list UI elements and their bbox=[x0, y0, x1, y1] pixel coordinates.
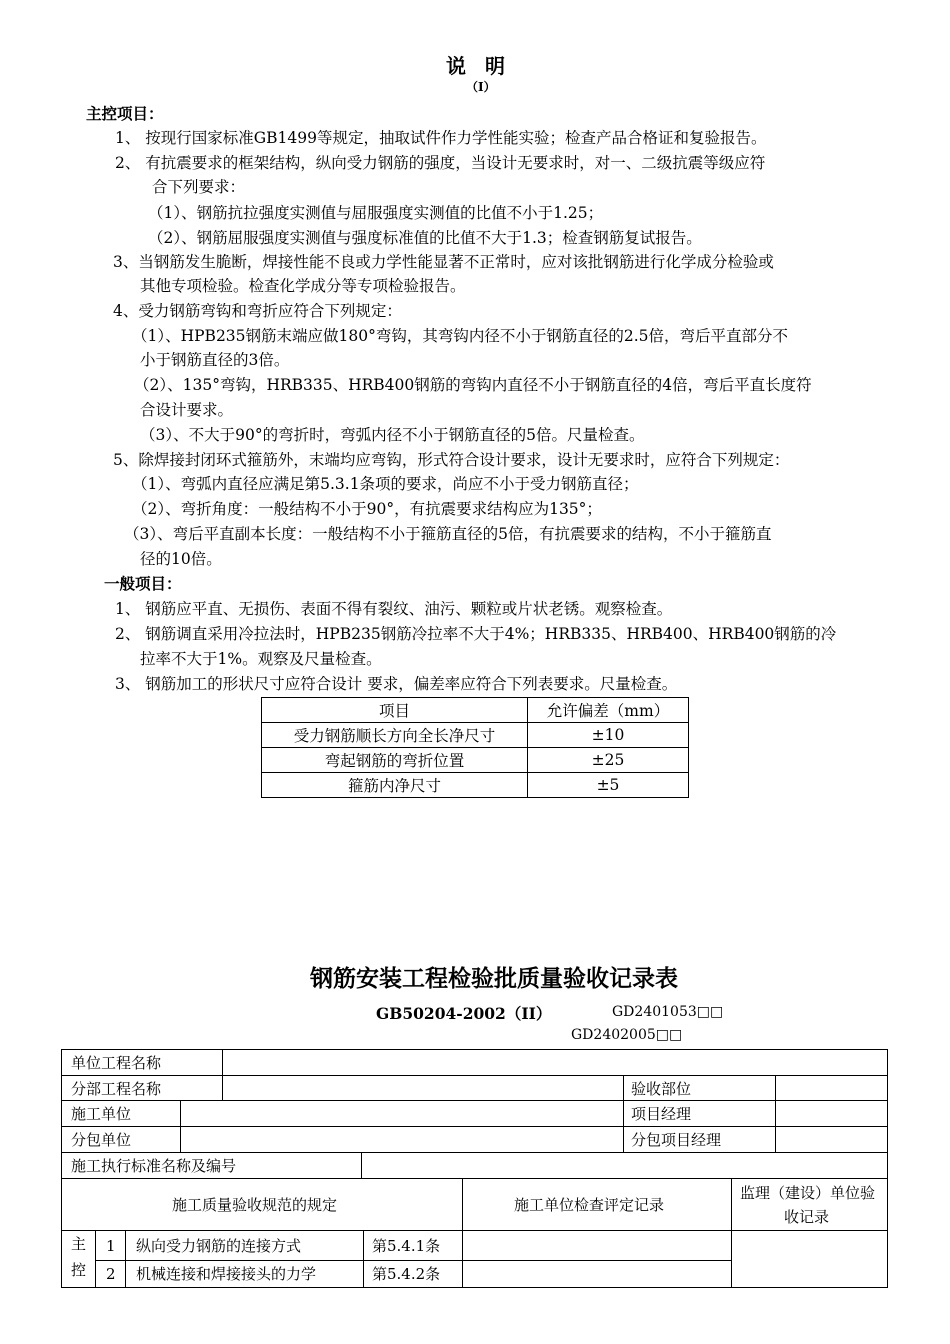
table-cell: 弯起钢筋的弯折位置 bbox=[262, 748, 528, 773]
main-control-label-2: 控 bbox=[71, 1261, 87, 1279]
label-sub-project: 分部工程名称 bbox=[71, 1080, 162, 1098]
header-check: 施工单位检查评定记录 bbox=[514, 1196, 665, 1214]
table-cell: 受力钢筋顺长方向全长净尺寸 bbox=[262, 723, 528, 748]
main-line: （3）、弯后平直副本长度：一般结构不小于箍筋直径的5倍，有抗震要求的结构，不小于箍筋直 bbox=[124, 525, 772, 543]
record-form bbox=[61, 1049, 888, 1288]
general-line: 拉率不大于1%。观察及尺量检查。 bbox=[140, 650, 382, 668]
page-subtitle: （I） bbox=[466, 80, 496, 94]
item-clause: 第5.4.1条 bbox=[372, 1237, 441, 1255]
table-row bbox=[262, 723, 689, 748]
table-cell: ±10 bbox=[528, 723, 689, 748]
label-unit-project: 单位工程名称 bbox=[71, 1054, 162, 1072]
item-desc: 机械连接和焊接接头的力学 bbox=[136, 1265, 317, 1283]
main-items-heading: 主控项目： bbox=[86, 104, 164, 123]
main-line: 3、当钢筋发生脆断，焊接性能不良或力学性能显著不正常时，应对该批钢筋进行化学成分检验或 bbox=[113, 253, 774, 271]
item-no: 1 bbox=[106, 1237, 116, 1255]
header-supervisor-line2: 收记录 bbox=[784, 1208, 830, 1226]
item-clause: 第5.4.2条 bbox=[372, 1265, 441, 1283]
main-line: 5、除焊接封闭环式箍筋外，末端均应弯钩，形式符合设计要求，设计无要求时，应符合下列规定： bbox=[113, 451, 790, 469]
deviation-table bbox=[261, 697, 689, 798]
header-supervisor-line1: 监理（建设）单位验 bbox=[740, 1184, 876, 1202]
main-line: （1）、HPB235钢筋末端应做180°弯钩，其弯钩内径不小于钢筋直径的2.5倍，弯后平直部分不 bbox=[132, 327, 789, 345]
table-cell: ±25 bbox=[528, 748, 689, 773]
main-line: 合设计要求。 bbox=[140, 401, 234, 419]
general-line: 3、 钢筋加工的形状尺寸应符合设计 要求，偏差率应符合下列表要求。尺量检查。 bbox=[115, 675, 678, 693]
main-line: 径的10倍。 bbox=[140, 550, 222, 568]
main-line: （1）、钢筋抗拉强度实测值与屈服强度实测值的比值不小于1.25； bbox=[148, 204, 604, 222]
form-code-1: GD2401053□□ bbox=[612, 1004, 724, 1020]
main-line: 其他专项检验。检查化学成分等专项检验报告。 bbox=[140, 277, 466, 295]
main-line: 1、 按现行国家标准GB1499等规定，抽取试件作力学性能实验；检查产品合格证和复验报告。 bbox=[115, 129, 767, 147]
label-project-manager: 项目经理 bbox=[631, 1105, 692, 1123]
main-line: 2、 有抗震要求的框架结构，纵向受力钢筋的强度，当设计无要求时，对一、二级抗震等级应符 bbox=[115, 154, 766, 172]
table-cell: 箍筋内净尺寸 bbox=[262, 773, 528, 798]
main-line: 合下列要求： bbox=[152, 178, 246, 196]
item-no: 2 bbox=[106, 1265, 116, 1283]
form-title: 钢筋安装工程检验批质量验收记录表 bbox=[310, 966, 678, 992]
item-desc: 纵向受力钢筋的连接方式 bbox=[136, 1237, 302, 1255]
label-standard-name: 施工执行标准名称及编号 bbox=[71, 1157, 237, 1175]
form-standard: GB50204-2002（II） bbox=[376, 1004, 552, 1023]
header-spec: 施工质量验收规范的规定 bbox=[172, 1196, 338, 1214]
label-subcontractor: 分包单位 bbox=[71, 1131, 132, 1149]
main-line: （2）、钢筋屈服强度实测值与强度标准值的比值不大于1.3；检查钢筋复试报告。 bbox=[148, 229, 702, 247]
form-code-2: GD2402005□□ bbox=[571, 1027, 683, 1043]
main-line: 小于钢筋直径的3倍。 bbox=[140, 351, 290, 369]
main-line: （1）、弯弧内直径应满足第5.3.1条项的要求，尚应不小于受力钢筋直径； bbox=[132, 475, 639, 493]
table-cell: ±5 bbox=[528, 773, 689, 798]
main-line: 4、受力钢筋弯钩和弯折应符合下列规定： bbox=[113, 302, 402, 320]
table-header: 允许偏差（mm） bbox=[528, 698, 689, 723]
page-title: 说 明 bbox=[446, 54, 511, 78]
general-line: 2、 钢筋调直采用冷拉法时，HPB235钢筋冷拉率不大于4%；HRB335、HRB400、HRB400钢筋的冷 bbox=[115, 625, 837, 643]
general-line: 1、 钢筋应平直、无损伤、表面不得有裂纹、油污、颗粒或片状老锈。观察检查。 bbox=[115, 600, 673, 618]
table-row bbox=[262, 773, 689, 798]
label-sub-project-manager: 分包项目经理 bbox=[631, 1131, 722, 1149]
table-header: 项目 bbox=[262, 698, 528, 723]
label-contractor: 施工单位 bbox=[71, 1105, 132, 1123]
main-line: （3）、不大于90°的弯折时，弯弧内径不小于钢筋直径的5倍。尺量检查。 bbox=[140, 426, 645, 444]
general-items-heading: 一般项目： bbox=[104, 574, 182, 593]
label-acceptance-part: 验收部位 bbox=[631, 1080, 692, 1098]
main-line: （2）、135°弯钩，HRB335、HRB400钢筋的弯钩内直径不小于钢筋直径的4倍，弯后平直长度符 bbox=[134, 376, 812, 394]
table-row bbox=[262, 748, 689, 773]
main-control-label-1: 主 bbox=[71, 1235, 87, 1253]
main-line: （2）、弯折角度：一般结构不小于90°，有抗震要求结构应为135°； bbox=[132, 500, 602, 518]
